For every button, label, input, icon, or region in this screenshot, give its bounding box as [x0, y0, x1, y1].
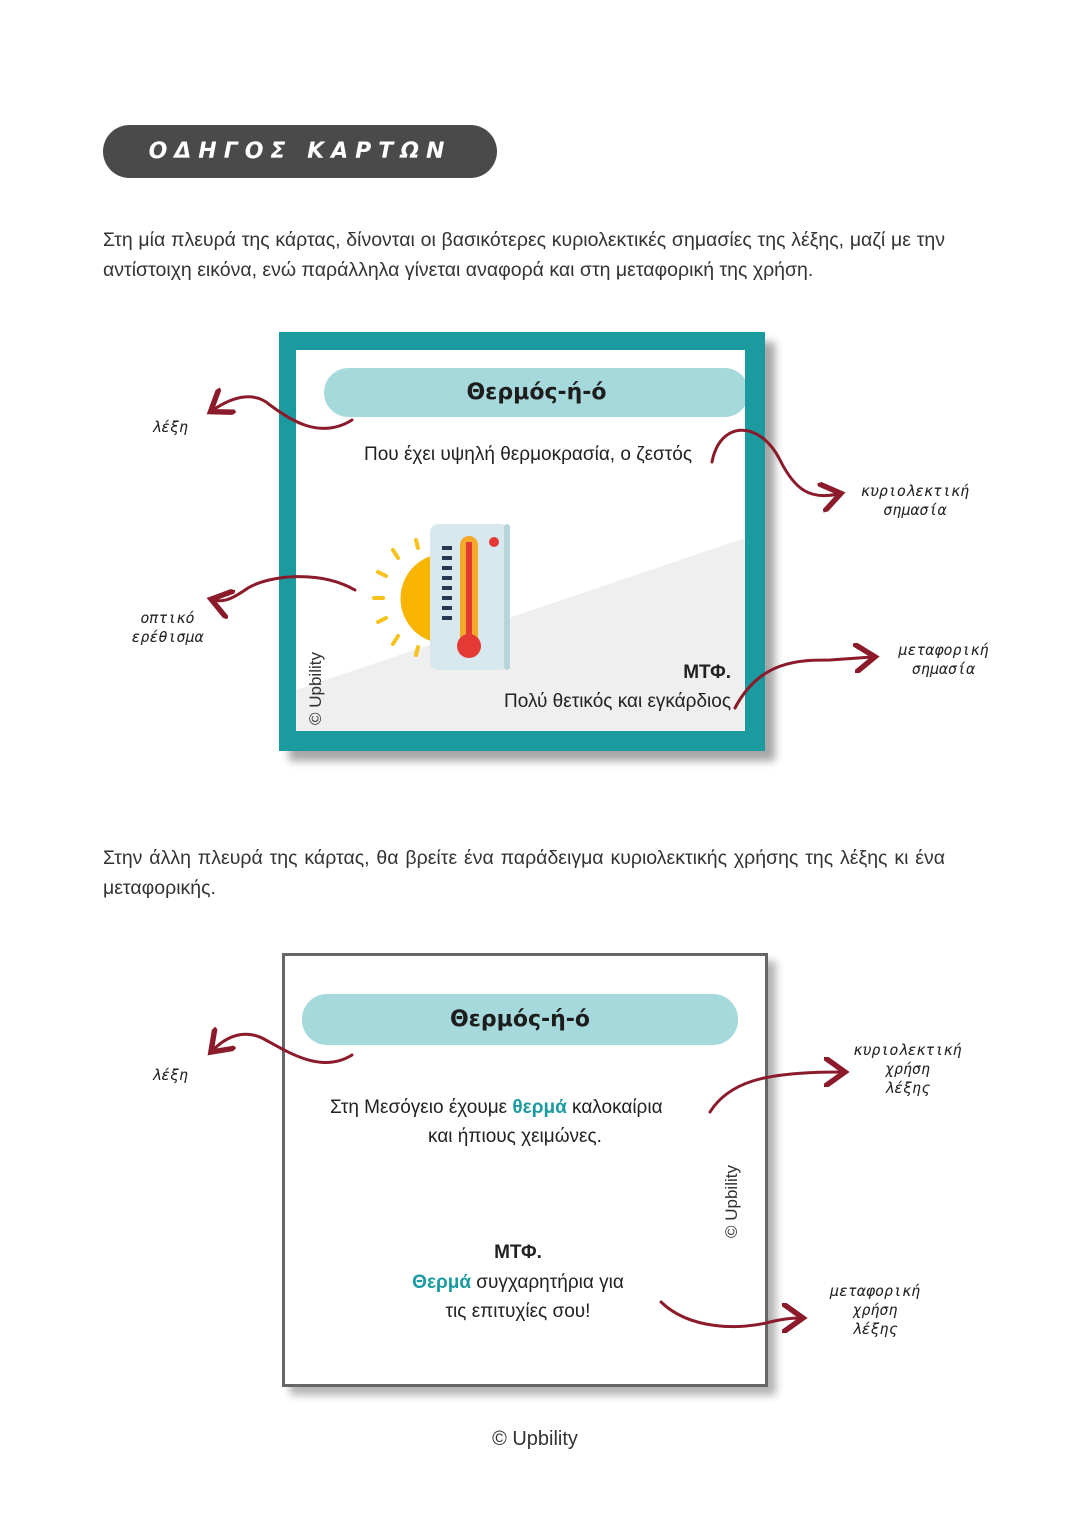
label-word-front: λέξη	[151, 418, 189, 436]
label-literal-usage	[835, 1041, 980, 1098]
card-front-metaphor-label: ΜΤΦ.	[683, 662, 731, 683]
label-literal-line2: σημασία	[883, 501, 947, 519]
card-front-inner	[296, 350, 745, 731]
label-visual-line2: ερέθισμα	[131, 628, 204, 646]
thermometer-sun-icon	[368, 510, 528, 670]
literal-example-post: καλοκαίρια	[566, 1097, 663, 1118]
metaphor-example-post: συγχαρητήρια για	[471, 1272, 624, 1293]
label-literal-usage-line2: χρήση	[884, 1060, 931, 1078]
card-front-metaphor-meaning: Πολύ θετικός και εγκάρδιος	[504, 691, 731, 712]
label-literal-usage-line3: λέξης	[884, 1079, 931, 1097]
label-metaphor-usage-line2: χρήση	[852, 1301, 898, 1319]
label-metaphor-line2: σημασία	[911, 660, 976, 678]
intro-back-paragraph: Στην άλλη πλευρά της κάρτας, θα βρείτε ένα παράδειγμα κυριολεκτικής χρήσης της λέξης κι ένα μεταφορικής.	[103, 847, 945, 899]
card-front	[279, 332, 765, 751]
label-metaphor-usage-line1: μεταφορική	[829, 1282, 921, 1300]
label-metaphor-usage-line3: λέξης	[852, 1320, 898, 1338]
label-metaphor-meaning	[876, 641, 1011, 679]
label-metaphor-usage	[810, 1282, 940, 1339]
label-literal-meaning	[840, 482, 990, 520]
label-visual-stimulus	[110, 609, 225, 647]
footer-copyright: © Upbility	[492, 1428, 578, 1450]
label-literal-line1: κυριολεκτική	[860, 482, 970, 500]
page-title-pill	[103, 125, 497, 178]
intro-front-paragraph: Στη μία πλευρά της κάρτας, δίνονται οι βασικότερες κυριολεκτικές σημασίες της λέξης, μαζί με την αντίστοιχη εικόνα, ενώ παράλληλα γίνεται αναφορά και στη μεταφορική της χρήση.	[103, 229, 945, 281]
label-visual-line1: οπτικό	[140, 609, 195, 627]
card-back-metaphor-label: ΜΤΦ.	[494, 1242, 542, 1263]
card-front-word: Θερμός-ή-ό	[324, 368, 745, 417]
literal-example-pre: Στη Μεσόγειο έχουμε	[330, 1097, 513, 1118]
metaphor-example-highlight: Θερμά	[412, 1272, 472, 1293]
label-word-back: λέξη	[151, 1066, 189, 1084]
page-title: ΟΔΗΓΟΣ ΚΑΡΤΩΝ	[148, 139, 452, 164]
literal-example-highlight: θερμά	[512, 1097, 567, 1118]
card-back-word: Θερμός-ή-ό	[302, 994, 738, 1045]
card-back	[282, 953, 768, 1387]
card-back-literal-line2: και ήπιους χειμώνες.	[428, 1126, 602, 1147]
card-front-literal-meaning: Που έχει υψηλή θερμοκρασία, ο ζεστός	[364, 444, 693, 465]
card-back-metaphor-example	[285, 1272, 751, 1294]
label-metaphor-line1: μεταφορική	[898, 641, 989, 659]
card-back-watermark: © Upbility	[722, 1165, 741, 1238]
card-back-literal-example	[330, 1097, 663, 1119]
card-front-watermark: © Upbility	[306, 652, 325, 725]
label-literal-usage-line1: κυριολεκτική	[853, 1041, 962, 1059]
card-back-metaphor-line2: τις επιτυχίες σου!	[445, 1301, 591, 1322]
